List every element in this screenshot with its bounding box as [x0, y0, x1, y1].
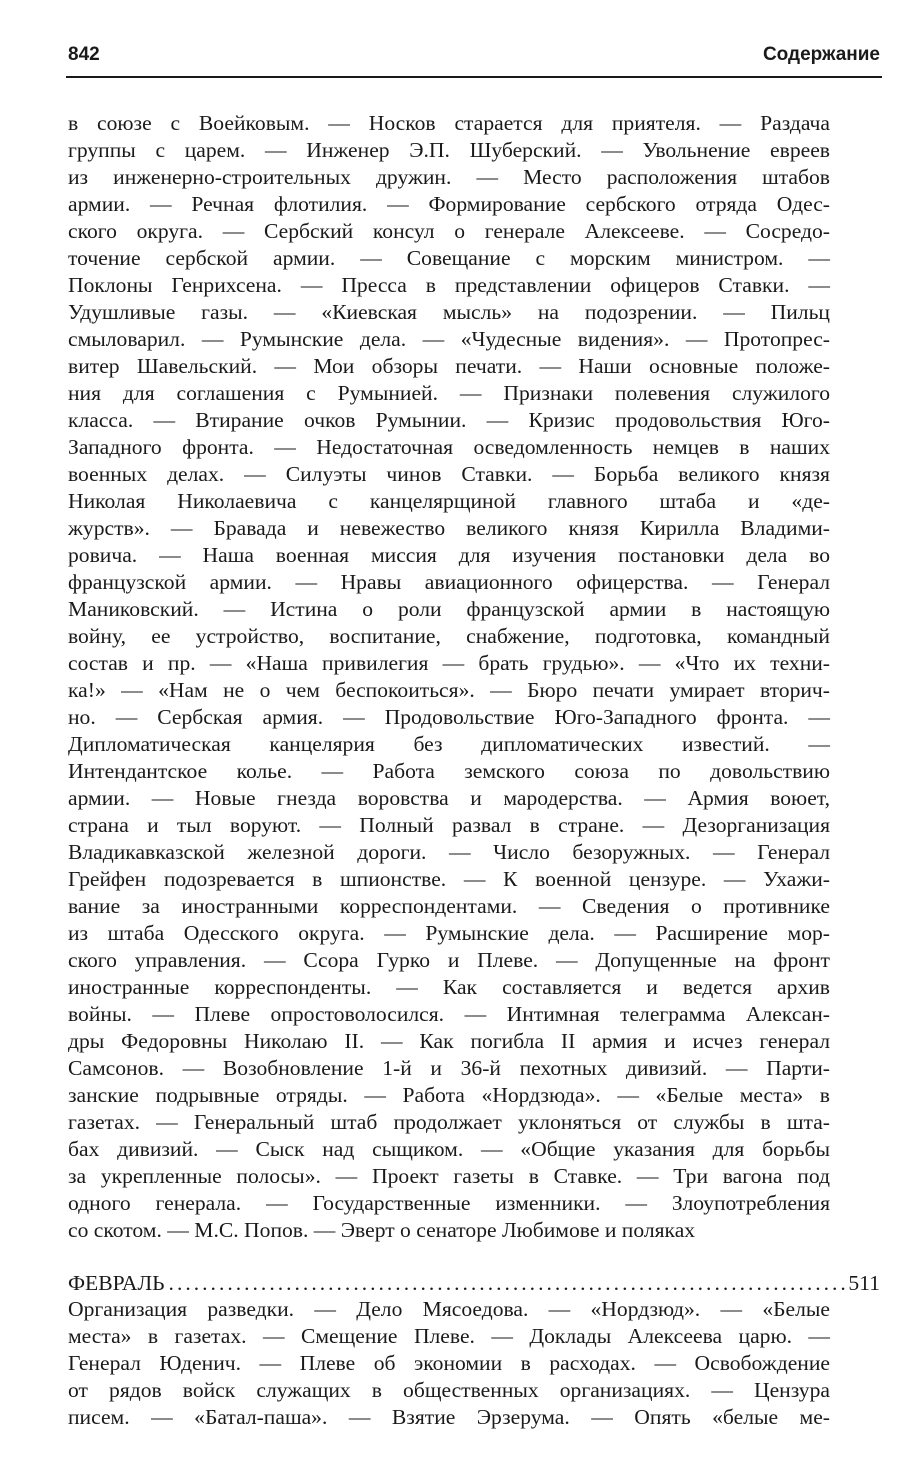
running-head	[68, 44, 880, 74]
text-line: одного генерала. — Государственные изменники. — Злоупотребления	[68, 1191, 830, 1215]
text-line: войны. — Плеве опростоволосился. — Интимная телеграмма Алексан-	[68, 1002, 830, 1026]
dot-leader	[165, 1270, 849, 1297]
text-line: Организация разведки. — Дело Мясоедова. — «Нордзюд». — «Белые	[68, 1297, 830, 1321]
text-line: бах дивизий. — Сыск над сыщиком. — «Общие указания для борьбы	[68, 1137, 830, 1161]
text-line: Дипломатическая канцелярия без дипломатических известий. —	[68, 732, 830, 756]
text-line: иностранные корреспонденты. — Как составляется и ведется архив	[68, 975, 830, 999]
text-line: от рядов войск служащих в общественных организациях. — Цензура	[68, 1378, 830, 1402]
section-page-ref: 511	[848, 1271, 880, 1295]
section-title: ФЕВРАЛЬ	[68, 1271, 165, 1295]
text-line: Удушливые газы. — «Киевская мысль» на подозрении. — Пильц	[68, 300, 830, 324]
text-line: занские подрывные отряды. — Работа «Нордзюда». — «Белые места» в	[68, 1083, 830, 1107]
text-line: журств». — Бравада и невежество великого князя Кирилла Владими-	[68, 516, 830, 540]
header-rule	[66, 76, 882, 78]
text-line: из инженерно-строительных дружин. — Место расположения штабов	[68, 165, 830, 189]
text-line: за укрепленные полосы». — Проект газеты в Ставке. — Три вагона под	[68, 1164, 830, 1188]
text-line: группы с царем. — Инженер Э.П. Шуберский. — Увольнение евреев	[68, 138, 830, 162]
text-line: ния для соглашения с Румынией. — Признаки полевения служилого	[68, 381, 830, 405]
text-line: армии. — Новые гнезда воровства и мародерства. — Армия воюет,	[68, 786, 830, 810]
text-line: Маниковский. — Истина о роли французской армии в настоящую	[68, 597, 830, 621]
contents-block-january	[68, 110, 830, 1244]
contents-block-february	[68, 1296, 830, 1431]
text-line: Самсонов. — Возобновление 1-й и 36-й пехотных дивизий. — Парти-	[68, 1056, 830, 1080]
text-line: ка!» — «Нам не о чем беспокоиться». — Бюро печати умирает вторич-	[68, 678, 830, 702]
text-line: класса. — Втирание очков Румынии. — Кризис продовольствия Юго-	[68, 408, 830, 432]
running-head-title: Содержание	[762, 44, 880, 65]
text-line: ского округа. — Сербский консул о генерале Алексееве. — Сосредо-	[68, 219, 830, 243]
page-number: 842	[68, 44, 100, 65]
text-line: Николая Николаевича с канцелярщиной главного штаба и «де-	[68, 489, 830, 513]
text-line: Генерал Юденич. — Плеве об экономии в расходах. — Освобождение	[68, 1351, 830, 1375]
text-line: смыловарил. — Румынские дела. — «Чудесные видения». — Протопрес-	[68, 327, 830, 351]
text-line: дры Федоровны Николаю II. — Как погибла II армия и исчез генерал	[68, 1029, 830, 1053]
text-line: но. — Сербская армия. — Продовольствие Юго-Западного фронта. —	[68, 705, 830, 729]
text-line: ского управления. — Ссора Гурко и Плеве. — Допущенные на фронт	[68, 948, 830, 972]
text-line: Грейфен подозревается в шпионстве. — К военной цензуре. — Ухажи-	[68, 867, 830, 891]
text-line: армии. — Речная флотилия. — Формирование сербского отряда Одес-	[68, 192, 830, 216]
text-line: в союзе с Воейковым. — Носков старается для приятеля. — Раздача	[68, 111, 830, 135]
text-line: Поклоны Генрихсена. — Пресса в представлении офицеров Ставки. —	[68, 273, 830, 297]
text-line: Владикавказской железной дороги. — Число безоружных. — Генерал	[68, 840, 830, 864]
text-line: вание за иностранными корреспондентами. — Сведения о противнике	[68, 894, 830, 918]
text-line: состав и пр. — «Наша привилегия — брать грудью». — «Что их техни-	[68, 651, 830, 675]
text-line: войну, ее устройство, воспитание, снабжение, подготовка, командный	[68, 624, 830, 648]
text-line: точение сербской армии. — Совещание с морским министром. —	[68, 246, 830, 270]
text-line: из штаба Одесского округа. — Румынские дела. — Расширение мор-	[68, 921, 830, 945]
text-line: со скотом. — М.С. Попов. — Эверт о сенаторе Любимове и поляках	[68, 1218, 696, 1242]
text-line: страна и тыл воруют. — Полный развал в стране. — Дезорганизация	[68, 813, 830, 837]
text-line: места» в газетах. — Смещение Плеве. — Доклады Алексеева царю. —	[68, 1324, 830, 1348]
text-line: газетах. — Генеральный штаб продолжает уклоняться от службы в шта-	[68, 1110, 830, 1134]
text-line: военных делах. — Силуэты чинов Ставки. — Борьба великого князя	[68, 462, 830, 486]
text-line: писем. — «Батал-паша». — Взятие Эрзерума. — Опять «белые ме-	[68, 1405, 830, 1429]
text-line: французской армии. — Нравы авиационного офицерства. — Генерал	[68, 570, 830, 594]
text-line: Западного фронта. — Недостаточная осведомленность немцев в наших	[68, 435, 830, 459]
text-line: ровича. — Наша военная миссия для изучения постановки дела во	[68, 543, 830, 567]
text-line: витер Шавельский. — Мои обзоры печати. — Наши основные положе-	[68, 354, 830, 378]
text-line: Интендантское колье. — Работа земского союза по довольствию	[68, 759, 830, 783]
